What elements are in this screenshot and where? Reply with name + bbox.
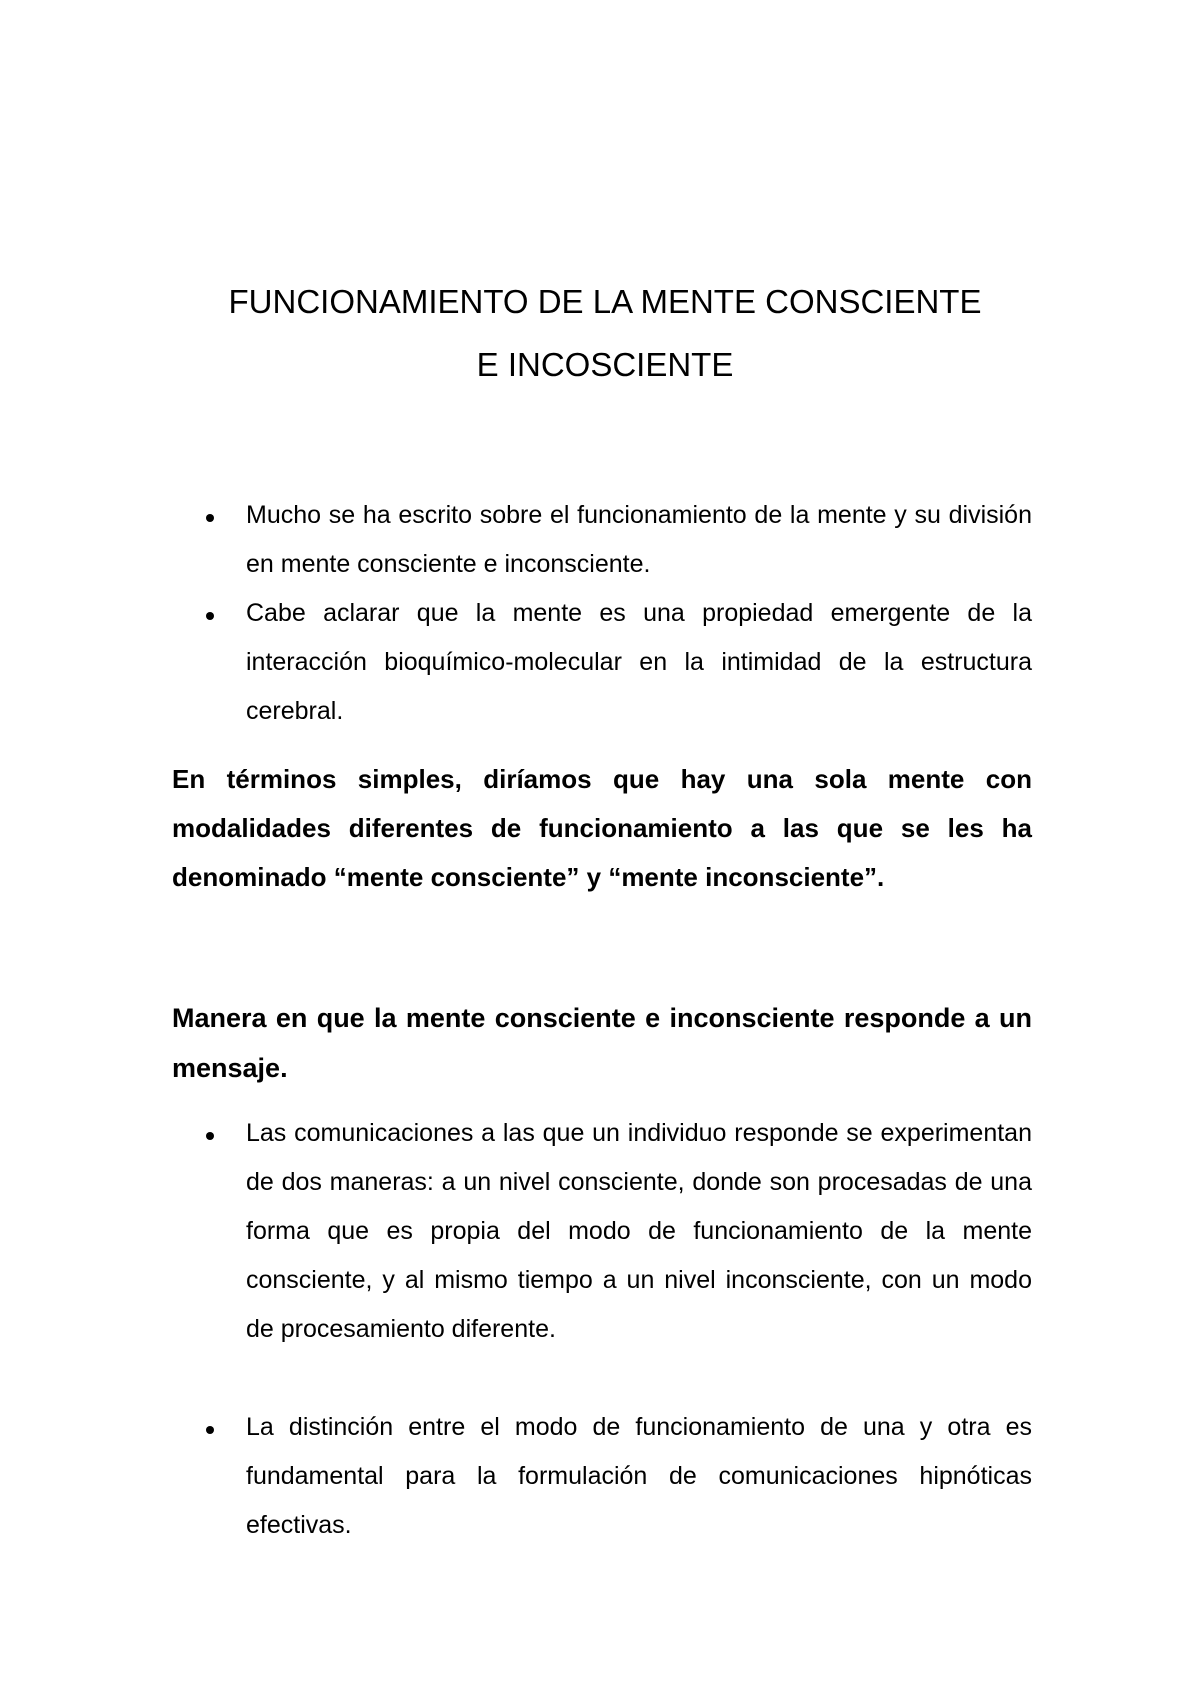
list-item: Mucho se ha escrito sobre el funcionamiento de la mente y su división en mente consciente e inconsciente. (246, 501, 1032, 578)
bullet-icon (206, 612, 218, 624)
document-title-line-1: FUNCIONAMIENTO DE LA MENTE CONSCIENTE (228, 283, 982, 320)
bullet-icon (206, 1426, 218, 1438)
section-heading: Manera en que la mente consciente e inconsciente responde a un mensaje. (172, 1003, 1032, 1083)
bullet-icon (206, 1132, 218, 1144)
bullet-icon (206, 514, 218, 526)
document-title-line-2: E INCOSCIENTE (476, 346, 734, 383)
list-item: La distinción entre el modo de funcionamiento de una y otra es fundamental para la formulación de comunicaciones hipnóticas efectivas. (246, 1413, 1032, 1539)
bold-paragraph: En términos simples, diríamos que hay una sola mente con modalidades diferentes de funcionamiento a las que se les ha denominado “mente consciente” y “mente inconsciente”. (172, 764, 1032, 892)
list-item: Cabe aclarar que la mente es una propiedad emergente de la interacción bioquímico-molecular en la intimidad de la estructura cerebral. (246, 599, 1032, 725)
list-item: Las comunicaciones a las que un individuo responde se experimentan de dos maneras: a un nivel consciente, donde son procesadas de una forma que es propia del modo de funcionamiento de la mente consciente, y al mismo tiempo a un nivel inconsciente, con un modo de procesamiento diferente. (246, 1119, 1032, 1343)
